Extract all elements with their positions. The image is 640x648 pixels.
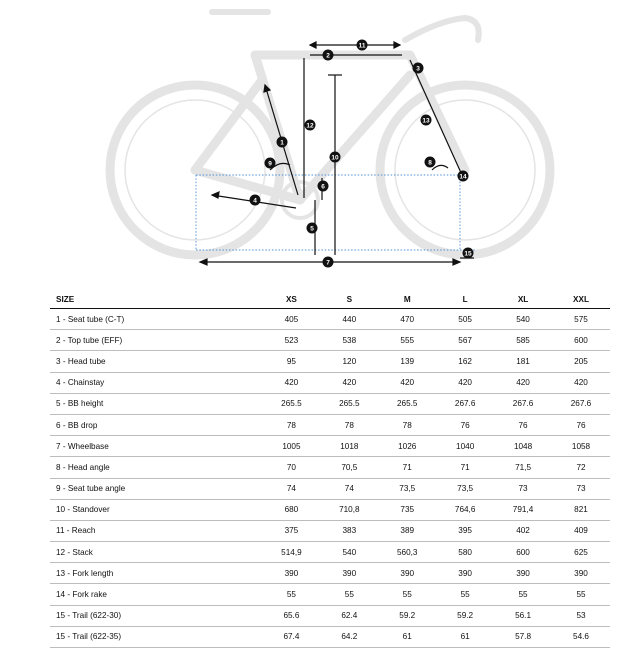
- table-cell: 625: [552, 542, 610, 563]
- table-cell: 95: [262, 351, 320, 372]
- table-cell: 76: [436, 414, 494, 435]
- table-row: [50, 499, 610, 520]
- table-cell: 405: [262, 309, 320, 330]
- svg-text:4: 4: [253, 197, 257, 205]
- table-cell: 375: [262, 520, 320, 541]
- table-cell: 514,9: [262, 542, 320, 563]
- table-row: [50, 605, 610, 626]
- callout-10: [330, 152, 341, 163]
- row-label: 8 - Head angle: [50, 457, 262, 478]
- table-row: [50, 414, 610, 435]
- row-label: 11 - Reach: [50, 520, 262, 541]
- table-cell: 65.6: [262, 605, 320, 626]
- callout-9: [265, 158, 276, 169]
- bike-geometry-diagram: [0, 0, 640, 285]
- table-cell: 1026: [378, 436, 436, 457]
- table-cell: 735: [378, 499, 436, 520]
- table-cell: 420: [436, 372, 494, 393]
- table-cell: 55: [320, 584, 378, 605]
- geometry-table: [50, 290, 610, 648]
- table-cell: 420: [262, 372, 320, 393]
- table-row: [50, 478, 610, 499]
- callout-4: [250, 195, 261, 206]
- table-cell: 55: [494, 584, 552, 605]
- table-cell: 78: [262, 414, 320, 435]
- table-body: [50, 309, 610, 648]
- size-xs-header: XS: [262, 290, 320, 309]
- table-row: [50, 520, 610, 541]
- table-cell: 680: [262, 499, 320, 520]
- table-cell: 55: [378, 584, 436, 605]
- svg-text:7: 7: [326, 259, 330, 267]
- table-cell: 267.6: [494, 393, 552, 414]
- table-cell: 53: [552, 605, 610, 626]
- table-cell: 420: [378, 372, 436, 393]
- table-cell: 62.4: [320, 605, 378, 626]
- svg-text:5: 5: [310, 225, 314, 233]
- table-cell: 402: [494, 520, 552, 541]
- table-cell: 1005: [262, 436, 320, 457]
- size-l-header: L: [436, 290, 494, 309]
- table-cell: 76: [494, 414, 552, 435]
- table-cell: 54.6: [552, 626, 610, 647]
- row-label: 1 - Seat tube (C-T): [50, 309, 262, 330]
- callout-6: [318, 181, 329, 192]
- size-xxl-header: XXL: [552, 290, 610, 309]
- handlebar: [405, 18, 479, 40]
- table-cell: 580: [436, 542, 494, 563]
- table-cell: 420: [320, 372, 378, 393]
- table-row: [50, 563, 610, 584]
- table-cell: 390: [262, 563, 320, 584]
- table-cell: 71,5: [494, 457, 552, 478]
- svg-text:3: 3: [416, 65, 420, 73]
- table-cell: 61: [378, 626, 436, 647]
- table-cell: 76: [552, 414, 610, 435]
- svg-text:6: 6: [321, 183, 325, 191]
- row-label: 12 - Stack: [50, 542, 262, 563]
- table-cell: 470: [378, 309, 436, 330]
- table-row: [50, 351, 610, 372]
- table-row: [50, 436, 610, 457]
- row-label: 6 - BB drop: [50, 414, 262, 435]
- table-cell: 420: [552, 372, 610, 393]
- table-cell: 567: [436, 330, 494, 351]
- table-cell: 267.6: [552, 393, 610, 414]
- table-cell: 600: [552, 330, 610, 351]
- table-cell: 55: [436, 584, 494, 605]
- table-cell: 59.2: [378, 605, 436, 626]
- table-cell: 383: [320, 520, 378, 541]
- table-cell: 139: [378, 351, 436, 372]
- table-cell: 560,3: [378, 542, 436, 563]
- table-cell: 390: [320, 563, 378, 584]
- table-cell: 78: [320, 414, 378, 435]
- table-row: [50, 330, 610, 351]
- size-header: SIZE: [50, 290, 262, 309]
- table-cell: 120: [320, 351, 378, 372]
- table-cell: 710,8: [320, 499, 378, 520]
- row-label: 15 - Trail (622-30): [50, 605, 262, 626]
- table-cell: 74: [320, 478, 378, 499]
- svg-text:1: 1: [280, 139, 284, 147]
- table-cell: 72: [552, 457, 610, 478]
- svg-text:2: 2: [326, 52, 330, 60]
- table-row: [50, 309, 610, 330]
- frame: [195, 55, 465, 200]
- table-row: [50, 372, 610, 393]
- svg-text:10: 10: [331, 154, 339, 162]
- table-cell: 162: [436, 351, 494, 372]
- table-header-row: [50, 290, 610, 309]
- size-m-header: M: [378, 290, 436, 309]
- table-cell: 440: [320, 309, 378, 330]
- svg-text:13: 13: [422, 117, 430, 125]
- callout-14: [458, 171, 469, 182]
- table-cell: 67.4: [262, 626, 320, 647]
- table-cell: 205: [552, 351, 610, 372]
- row-label: 9 - Seat tube angle: [50, 478, 262, 499]
- callout-8: [425, 157, 436, 168]
- row-label: 2 - Top tube (EFF): [50, 330, 262, 351]
- table-cell: 575: [552, 309, 610, 330]
- table-cell: 390: [552, 563, 610, 584]
- table-cell: 57.8: [494, 626, 552, 647]
- row-label: 14 - Fork rake: [50, 584, 262, 605]
- svg-text:9: 9: [268, 160, 272, 168]
- table-cell: 538: [320, 330, 378, 351]
- table-cell: 791,4: [494, 499, 552, 520]
- table-cell: 71: [378, 457, 436, 478]
- row-label: 5 - BB height: [50, 393, 262, 414]
- size-xl-header: XL: [494, 290, 552, 309]
- callout-12: [305, 120, 316, 131]
- row-label: 13 - Fork length: [50, 563, 262, 584]
- svg-text:11: 11: [358, 42, 366, 50]
- callout-15: [463, 248, 474, 259]
- table-cell: 71: [436, 457, 494, 478]
- table-cell: 505: [436, 309, 494, 330]
- callout-7: [323, 257, 334, 268]
- table-cell: 821: [552, 499, 610, 520]
- table-cell: 390: [378, 563, 436, 584]
- size-s-header: S: [320, 290, 378, 309]
- callout-13: [421, 115, 432, 126]
- table-cell: 540: [320, 542, 378, 563]
- table-cell: 265.5: [262, 393, 320, 414]
- table-row: [50, 542, 610, 563]
- table-cell: 1058: [552, 436, 610, 457]
- svg-text:12: 12: [306, 122, 314, 130]
- callout-5: [307, 223, 318, 234]
- svg-text:15: 15: [464, 250, 472, 258]
- table-cell: 390: [494, 563, 552, 584]
- callout-3: [413, 63, 424, 74]
- table-cell: 73,5: [436, 478, 494, 499]
- row-label: 3 - Head tube: [50, 351, 262, 372]
- table-cell: 1048: [494, 436, 552, 457]
- table-cell: 389: [378, 520, 436, 541]
- table-cell: 55: [262, 584, 320, 605]
- table-cell: 74: [262, 478, 320, 499]
- callout-11: [357, 40, 368, 51]
- table-cell: 78: [378, 414, 436, 435]
- table-cell: 61: [436, 626, 494, 647]
- table-cell: 59.2: [436, 605, 494, 626]
- table-cell: 390: [436, 563, 494, 584]
- table-cell: 64.2: [320, 626, 378, 647]
- table-cell: 73,5: [378, 478, 436, 499]
- svg-text:8: 8: [428, 159, 432, 167]
- table-cell: 764,6: [436, 499, 494, 520]
- table-cell: 265.5: [378, 393, 436, 414]
- callout-1: [277, 137, 288, 148]
- table-row: [50, 584, 610, 605]
- row-label: 4 - Chainstay: [50, 372, 262, 393]
- table-cell: 409: [552, 520, 610, 541]
- table-row: [50, 457, 610, 478]
- table-row: [50, 626, 610, 647]
- table-cell: 56.1: [494, 605, 552, 626]
- table-cell: 523: [262, 330, 320, 351]
- table-row: [50, 393, 610, 414]
- row-label: 10 - Standover: [50, 499, 262, 520]
- table-cell: 70: [262, 457, 320, 478]
- row-label: 7 - Wheelbase: [50, 436, 262, 457]
- table-cell: 420: [494, 372, 552, 393]
- table-cell: 395: [436, 520, 494, 541]
- table-cell: 73: [552, 478, 610, 499]
- table-cell: 70,5: [320, 457, 378, 478]
- table-cell: 1040: [436, 436, 494, 457]
- table-cell: 600: [494, 542, 552, 563]
- table-cell: 73: [494, 478, 552, 499]
- table-cell: 265.5: [320, 393, 378, 414]
- table-cell: 181: [494, 351, 552, 372]
- table-cell: 55: [552, 584, 610, 605]
- table-cell: 267.6: [436, 393, 494, 414]
- bike-silhouette: [110, 12, 550, 258]
- table-cell: 555: [378, 330, 436, 351]
- table-cell: 585: [494, 330, 552, 351]
- svg-text:14: 14: [459, 173, 467, 181]
- table-cell: 540: [494, 309, 552, 330]
- table-cell: 1018: [320, 436, 378, 457]
- row-label: 15 - Trail (622-35): [50, 626, 262, 647]
- callout-2: [323, 50, 334, 61]
